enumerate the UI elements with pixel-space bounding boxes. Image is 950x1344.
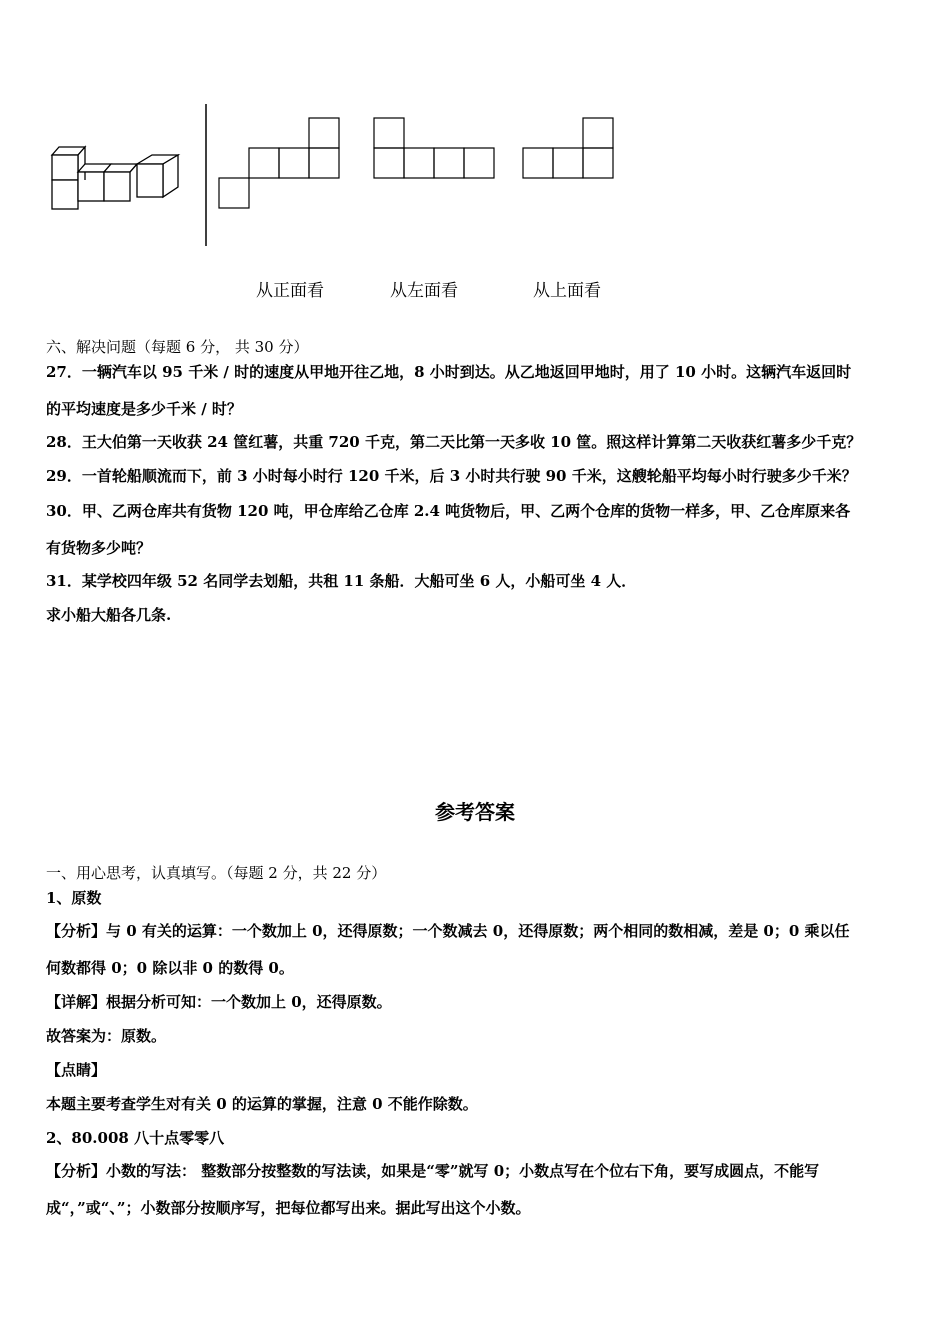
question-29: 29．一首轮船顺流而下，前 3 小时每小时行 120 千米，后 3 小时共行驶 90 千米，这艘轮船平均每小时行驶多少千米？ [46, 467, 857, 485]
question-31-line1: 31．某学校四年级 52 名同学去划船，共租 11 条船．大船可坐 6 人，小船可坐 4 人． [46, 572, 637, 590]
question-31-line2: 求小船大船各几条. [46, 606, 172, 624]
answer-2-analysis-line2: 成“，”或“、”；小数部分按顺序写，把每位都写出来。据此写出这个小数。 [46, 1199, 531, 1217]
question-30-line2: 有货物多少吨？ [46, 539, 152, 557]
answer-2-analysis-line1: 【分析】小数的写法： 整数部分按整数的写法读，如果是“零”就写 0；小数点写在个位右下角，要写成圆点，不能写 [46, 1162, 820, 1180]
answer-1-detail: 【详解】根据分析可知：一个数加上 0，还得原数。 [46, 993, 392, 1011]
question-27-line1: 27．一辆汽车以 95 千米 / 时的速度从甲地开往乙地，8 小时到达。从乙地返回甲地时，用了 10 小时。这辆汽车返回时 [46, 363, 852, 381]
answers-section1-heading: 一、用心思考，认真填写。（每题 2 分，共 22 分） [46, 864, 387, 882]
answer-1-note-label: 【点睛】 [46, 1061, 107, 1079]
left-view-grid [374, 118, 494, 178]
section6-heading: 六、解决问题（每题 6 分， 共 30 分） [46, 338, 309, 356]
front-view-grid [219, 118, 339, 208]
question-27-line2: 的平均速度是多少千米 / 时？ [46, 400, 242, 418]
answer-1-analysis-line1: 【分析】与 0 有关的运算：一个数加上 0，还得原数；一个数减去 0，还得原数；两个相同的数相减，差是 0；0 乘以任 [46, 922, 850, 940]
answers-title: 参考答案 [435, 800, 515, 824]
cube-stack-3d [52, 147, 178, 209]
front-view-label: 从正面看 [256, 281, 324, 301]
cube-views-figure [0, 0, 950, 310]
answer-1-note: 本题主要考查学生对有关 0 的运算的掌握，注意 0 不能作除数。 [46, 1095, 478, 1113]
left-view-label: 从左面看 [390, 281, 458, 301]
question-28: 28．王大伯第一天收获 24 筐红薯，共重 720 千克，第二天比第一天多收 10 筐。照这样计算第二天收获红薯多少千克？ [46, 433, 862, 451]
top-view-label: 从上面看 [533, 281, 601, 301]
question-30-line1: 30．甲、乙两仓库共有货物 120 吨，甲仓库给乙仓库 2.4 吨货物后，甲、乙两个仓库的货物一样多，甲、乙仓库原来各 [46, 502, 851, 520]
answer-2-title: 2、80.008 八十点零零八 [46, 1129, 225, 1147]
answer-1-analysis-line2: 何数都得 0；0 除以非 0 的数得 0。 [46, 959, 294, 977]
answer-1-title: 1、原数 [46, 889, 102, 907]
top-view-grid [523, 118, 613, 178]
answer-1-conclusion: 故答案为：原数。 [46, 1027, 167, 1045]
